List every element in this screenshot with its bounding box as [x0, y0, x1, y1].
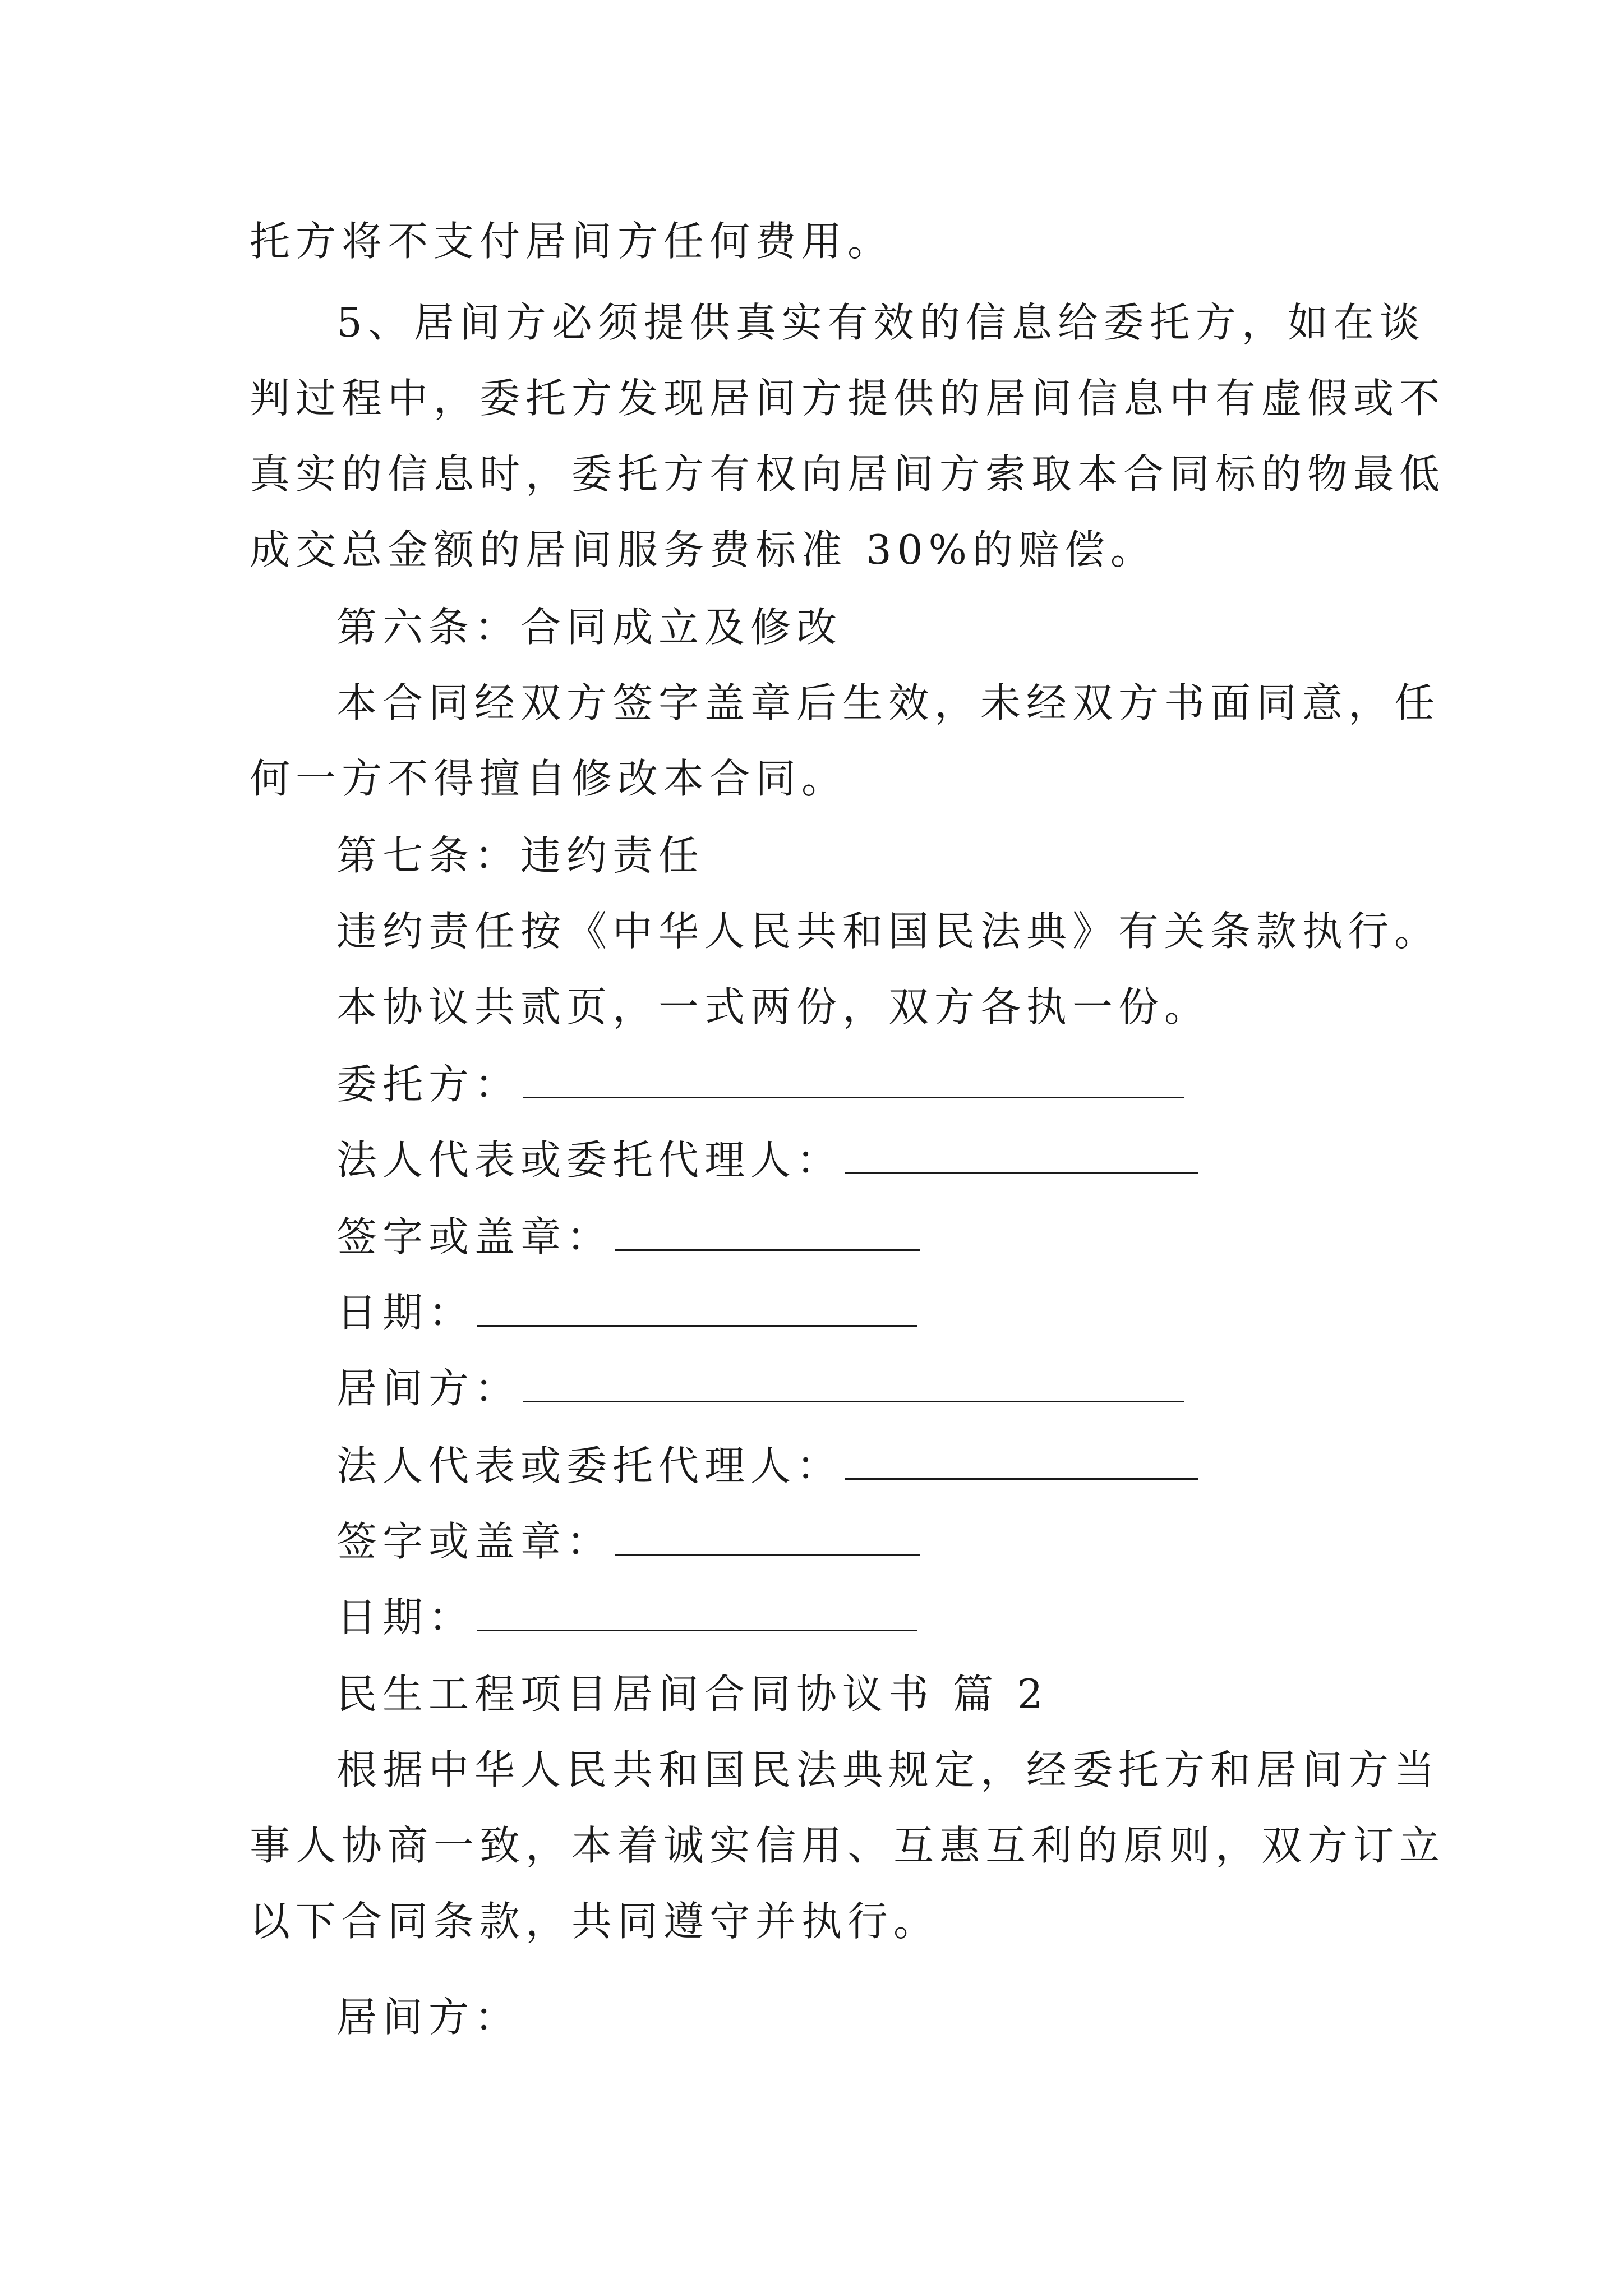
signature-party-row: [336, 1057, 1184, 1111]
signature-blank: [845, 1140, 1198, 1174]
paragraph-line: 真实的信息时，委托方有权向居间方索取本合同标的物最低: [250, 450, 1446, 498]
paragraph-line: 违约责任按《中华人民共和国民法典》有关条款执行。: [336, 908, 1441, 955]
signature-blank: [615, 1521, 920, 1556]
paragraph-line: 本协议共贰页，一式两份，双方各执一份。: [336, 983, 1211, 1030]
signature-blank: [477, 1597, 917, 1631]
signature-party-row: [336, 1361, 1184, 1415]
signature-label: 日期：: [336, 1594, 475, 1641]
paragraph-line: 以下合同条款，共同遵守并执行。: [250, 1898, 940, 1945]
signature-representative-row: [336, 1439, 1198, 1493]
signature-blank: [845, 1446, 1198, 1480]
signature-label: 法人代表或委托代理人：: [336, 1442, 843, 1489]
signature-seal-row: [336, 1210, 920, 1264]
signature-blank: [477, 1292, 917, 1327]
signature-blank: [523, 1064, 1184, 1098]
paragraph-line: 根据中华人民共和国民法典规定，经委托方和居间方当: [336, 1746, 1441, 1793]
paragraph-line: 事人协商一致，本着诚实信用、互惠互利的原则，双方订立: [250, 1822, 1446, 1869]
article-heading: 第六条：合同成立及修改: [336, 604, 843, 651]
signature-seal-row: [336, 1515, 920, 1568]
signature-label: 委托方：: [336, 1061, 521, 1108]
signature-date-row: [336, 1590, 917, 1644]
signature-label: 日期：: [336, 1289, 475, 1336]
signature-blank: [615, 1217, 920, 1251]
article-heading: 第七条：违约责任: [336, 832, 705, 879]
paragraph-line: 居间方：: [336, 1994, 521, 2041]
signature-label: 法人代表或委托代理人：: [336, 1137, 843, 1184]
paragraph-line: 本合同经双方签字盖章后生效，未经双方书面同意，任: [336, 679, 1441, 726]
paragraph-line: 成交总金额的居间服务费标准 30%的赔偿。: [250, 526, 1156, 573]
signature-representative-row: [336, 1133, 1198, 1187]
paragraph-line: 托方将不支付居间方任何费用。: [250, 218, 894, 265]
section-title: 民生工程项目居间合同协议书 篇 2: [336, 1671, 1049, 1718]
signature-label: 居间方：: [336, 1365, 521, 1412]
paragraph-line: 判过程中，委托方发现居间方提供的居间信息中有虚假或不: [250, 375, 1446, 422]
signature-label: 签字或盖章：: [336, 1518, 613, 1565]
paragraph-line: 5、居间方必须提供真实有效的信息给委托方，如在谈: [336, 299, 1426, 346]
signature-blank: [523, 1368, 1184, 1402]
paragraph-line: 何一方不得擅自修改本合同。: [250, 755, 848, 802]
signature-label: 签字或盖章：: [336, 1213, 613, 1260]
signature-date-row: [336, 1286, 917, 1340]
